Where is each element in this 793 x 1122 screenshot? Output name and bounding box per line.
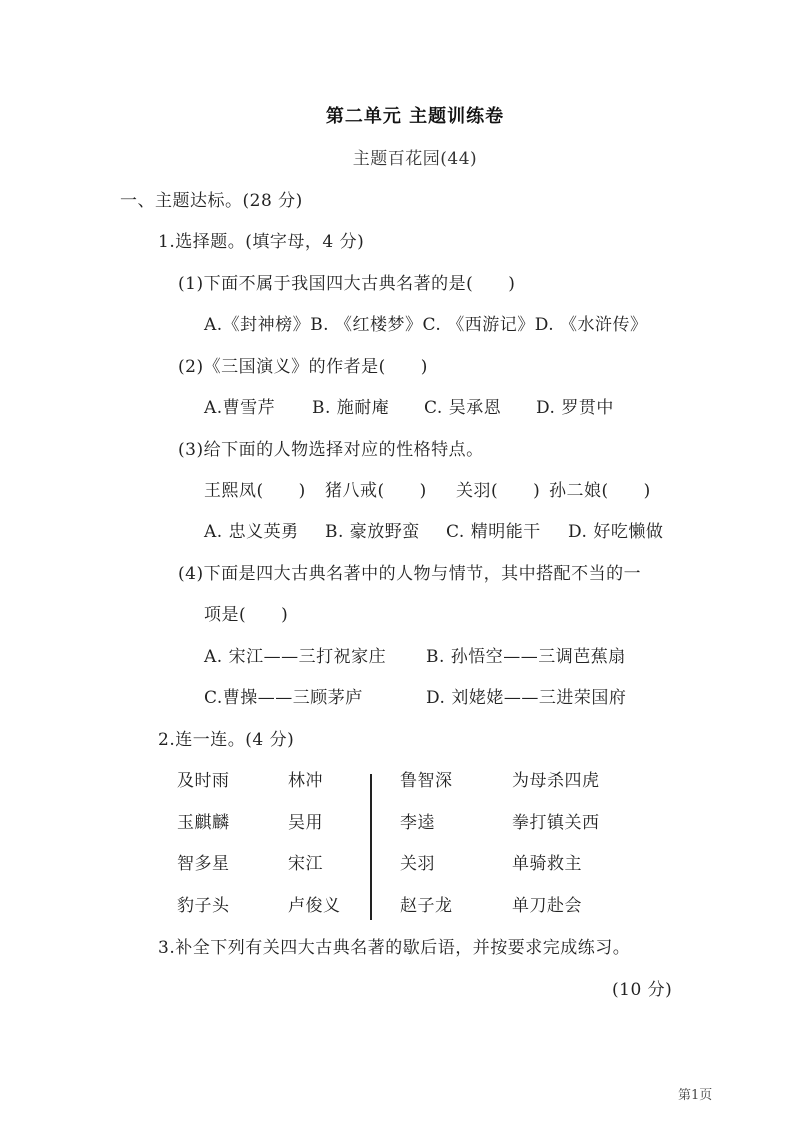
option-c: C. 《西游记》 bbox=[422, 315, 535, 335]
character-name: 关羽 bbox=[400, 854, 435, 874]
option-b: B. 豪放野蛮 bbox=[325, 522, 420, 542]
question-1-1-stem: (1)下面不属于我国四大古典名著的是( ) bbox=[178, 274, 516, 294]
question-1-3-stem: (3)给下面的人物选择对应的性格特点。 bbox=[178, 440, 484, 460]
option-b: B. 孙悟空——三调芭蕉扇 bbox=[426, 647, 626, 667]
section-heading: 一、主题达标。(28 分) bbox=[120, 191, 303, 211]
question-1-4-options-row2 bbox=[204, 687, 626, 709]
question-2-label: 2.连一连。(4 分) bbox=[158, 730, 295, 750]
question-1-1-options bbox=[204, 314, 648, 336]
question-1-2-options bbox=[204, 397, 614, 419]
option-b: B. 《红楼梦》 bbox=[310, 315, 423, 335]
page-number: 第1页 bbox=[678, 1088, 713, 1103]
character-blank: 孙二娘( ) bbox=[549, 481, 651, 501]
question-1-label: 1.选择题。(填字母，4 分) bbox=[158, 232, 365, 252]
character-name: 吴用 bbox=[288, 813, 323, 833]
story-event: 拳打镇关西 bbox=[512, 813, 600, 833]
document-title: 第二单元 主题训练卷 bbox=[325, 106, 505, 127]
nickname: 豹子头 bbox=[177, 896, 230, 916]
story-event: 单刀赴会 bbox=[512, 896, 582, 916]
option-a: A. 宋江——三打祝家庄 bbox=[204, 647, 387, 667]
option-a: A.曹雪芹 bbox=[204, 398, 276, 418]
story-event: 为母杀四虎 bbox=[512, 771, 600, 791]
option-c: C.曹操——三顾茅庐 bbox=[204, 688, 363, 708]
story-event: 单骑救主 bbox=[512, 854, 582, 874]
nickname: 玉麒麟 bbox=[177, 813, 230, 833]
character-name: 卢俊义 bbox=[288, 896, 341, 916]
question-1-4-options-row1 bbox=[204, 646, 626, 668]
option-d: D. 《水浒传》 bbox=[534, 315, 648, 335]
character-blank: 猪八戒( ) bbox=[325, 481, 427, 501]
document-subtitle: 主题百花园(44) bbox=[352, 149, 478, 169]
question-3-label: 3.补全下列有关四大古典名著的歇后语，并按要求完成练习。 bbox=[158, 938, 631, 958]
character-name: 林冲 bbox=[288, 771, 323, 791]
question-1-4-stem-line2: 项是( ) bbox=[204, 605, 289, 625]
character-name: 宋江 bbox=[288, 854, 323, 874]
option-c: C. 精明能干 bbox=[446, 522, 541, 542]
nickname: 及时雨 bbox=[177, 771, 230, 791]
character-blank: 王熙凤( ) bbox=[204, 481, 306, 501]
character-name: 鲁智深 bbox=[400, 771, 453, 791]
option-b: B. 施耐庵 bbox=[312, 398, 390, 418]
option-c: C. 吴承恩 bbox=[424, 398, 502, 418]
question-1-4-stem-line1: (4)下面是四大古典名著中的人物与情节，其中搭配不当的一 bbox=[178, 564, 642, 584]
character-name: 李逵 bbox=[400, 813, 435, 833]
question-1-2-stem: (2)《三国演义》的作者是( ) bbox=[178, 357, 428, 377]
question-1-3-options bbox=[204, 521, 663, 543]
option-a: A.《封神榜》 bbox=[204, 315, 311, 335]
character-blank: 关羽( ) bbox=[456, 481, 541, 501]
question-3-points: (10 分) bbox=[612, 980, 673, 1000]
question-1-3-characters bbox=[204, 480, 651, 502]
option-d: D. 好吃懒做 bbox=[568, 522, 664, 542]
column-divider bbox=[370, 774, 372, 920]
option-a: A. 忠义英勇 bbox=[204, 522, 299, 542]
character-name: 赵子龙 bbox=[400, 896, 453, 916]
option-d: D. 罗贯中 bbox=[536, 398, 614, 418]
nickname: 智多星 bbox=[177, 854, 230, 874]
option-d: D. 刘姥姥——三进荣国府 bbox=[426, 688, 627, 708]
